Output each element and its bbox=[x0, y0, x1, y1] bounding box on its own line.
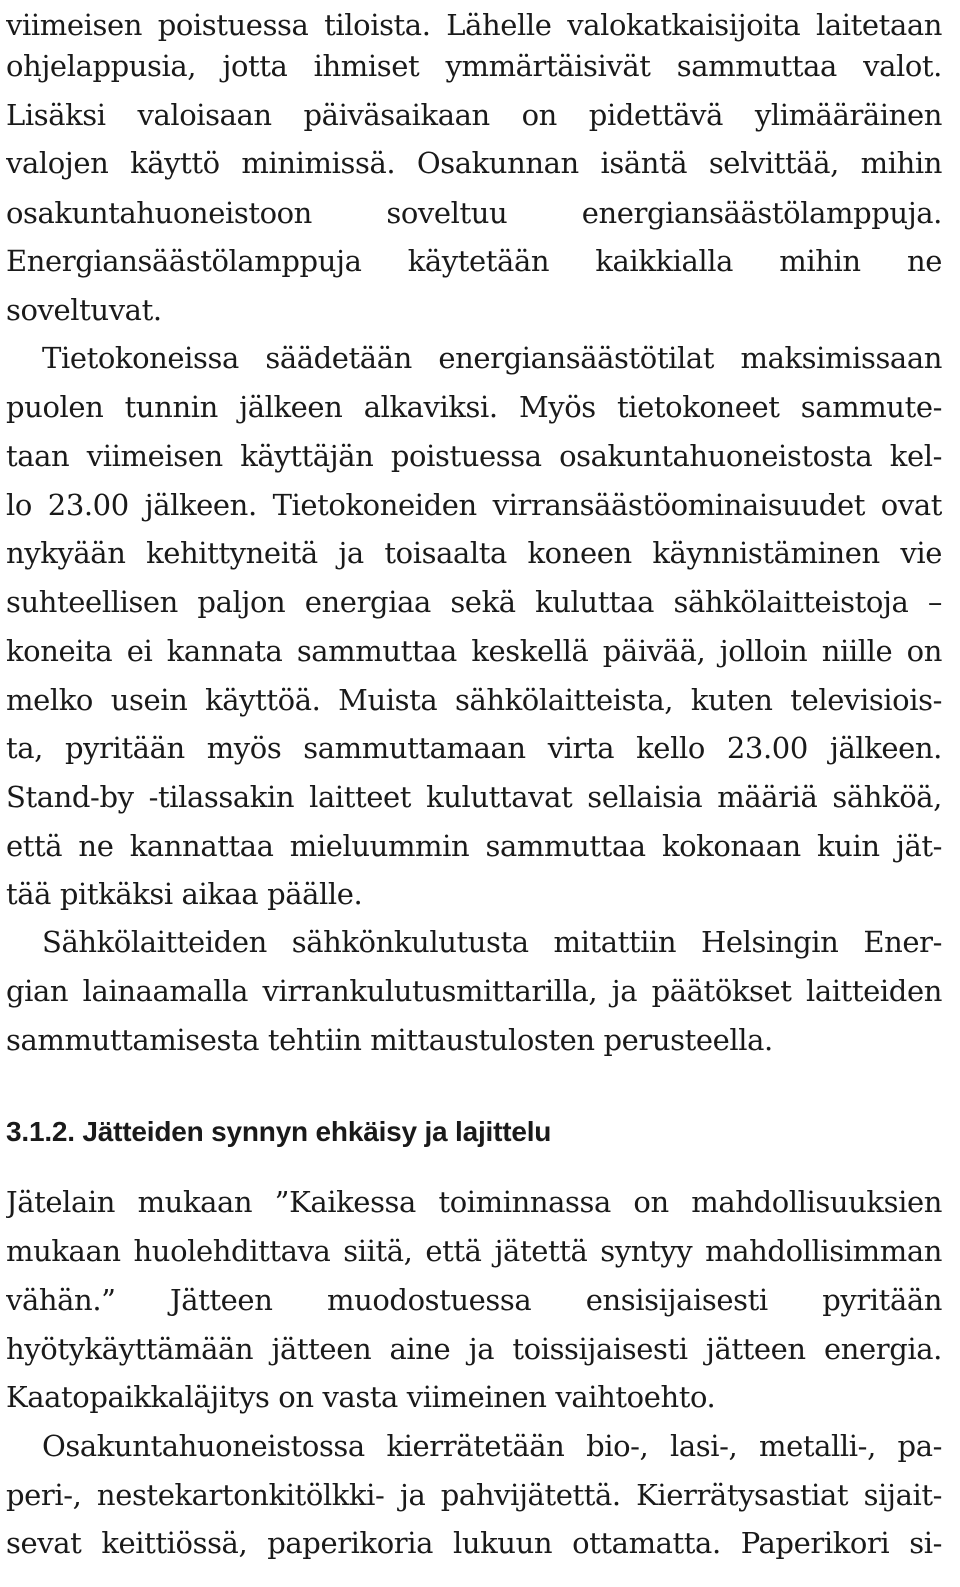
text-line: Energiansäästölamppuja käytetään kaikkialla mihin ne bbox=[6, 244, 942, 278]
text-line: Kaatopaikkaläjitys on vasta viimeinen vaihtoehto. bbox=[6, 1380, 716, 1414]
text-line: hyötykäyttämään jätteen aine ja toissijaisesti jätteen energia. bbox=[6, 1332, 942, 1366]
text-line: sevat keittiössä, paperikoria lukuun ottamatta. Paperikori si- bbox=[6, 1526, 942, 1560]
text-line: viimeisen poistuessa tiloista. Lähelle valokatkaisijoita laitetaan bbox=[6, 8, 942, 42]
text-line: osakuntahuoneistoon soveltuu energiansäästölamppuja. bbox=[6, 196, 942, 230]
text-line: Sähkölaitteiden sähkönkulutusta mitattiin Helsingin Ener- bbox=[42, 925, 942, 959]
text-line: peri-, nestekartonkitölkki- ja pahvijätettä. Kierrätysastiat sijait- bbox=[6, 1478, 942, 1512]
text-line: koneita ei kannata sammuttaa keskellä päivää, jolloin niille on bbox=[6, 634, 942, 668]
text-line: ta, pyritään myös sammuttamaan virta kello 23.00 jälkeen. bbox=[6, 731, 942, 765]
text-line: että ne kannattaa mieluummin sammuttaa kokonaan kuin jät- bbox=[6, 829, 942, 863]
text-line: Stand-by -tilassakin laitteet kuluttavat sellaisia määriä sähköä, bbox=[6, 780, 942, 814]
text-line: Lisäksi valoisaan päiväsaikaan on pidettävä ylimääräinen bbox=[6, 98, 942, 132]
text-line: ohjelappusia, jotta ihmiset ymmärtäisivät sammuttaa valot. bbox=[6, 49, 942, 83]
text-line: suhteellisen paljon energiaa sekä kuluttaa sähkölaitteistoja – bbox=[6, 585, 942, 619]
text-line: Tietokoneissa säädetään energiansäästötilat maksimissaan bbox=[42, 341, 942, 375]
text-line: Jätelain mukaan ”Kaikessa toiminnassa on mahdollisuuksien bbox=[6, 1185, 942, 1219]
text-line: puolen tunnin jälkeen alkaviksi. Myös tietokoneet sammute- bbox=[6, 390, 942, 424]
text-line: gian lainaamalla virrankulutusmittarilla, ja päätökset laitteiden bbox=[6, 974, 942, 1008]
text-line: mukaan huolehdittava siitä, että jätettä syntyy mahdollisimman bbox=[6, 1234, 942, 1268]
text-line: sammuttamisesta tehtiin mittaustulosten perusteella. bbox=[6, 1023, 773, 1057]
text-line: vähän.” Jätteen muodostuessa ensisijaisesti pyritään bbox=[6, 1283, 942, 1317]
text-line: melko usein käyttöä. Muista sähkölaitteista, kuten televisiois- bbox=[6, 683, 942, 717]
text-line: taan viimeisen käyttäjän poistuessa osakuntahuoneistosta kel- bbox=[6, 439, 942, 473]
text-line: Osakuntahuoneistossa kierrätetään bio-, lasi-, metalli-, pa- bbox=[42, 1429, 942, 1463]
text-line: valojen käyttö minimissä. Osakunnan isäntä selvittää, mihin bbox=[6, 146, 942, 180]
text-line: nykyään kehittyneitä ja toisaalta koneen käynnistäminen vie bbox=[6, 536, 942, 570]
text-line: soveltuvat. bbox=[6, 293, 162, 327]
text-line: tää pitkäksi aikaa päälle. bbox=[6, 877, 363, 911]
section-heading: 3.1.2. Jätteiden synnyn ehkäisy ja lajittelu bbox=[6, 1116, 552, 1147]
text-line: lo 23.00 jälkeen. Tietokoneiden virransäästöominaisuudet ovat bbox=[6, 488, 942, 522]
